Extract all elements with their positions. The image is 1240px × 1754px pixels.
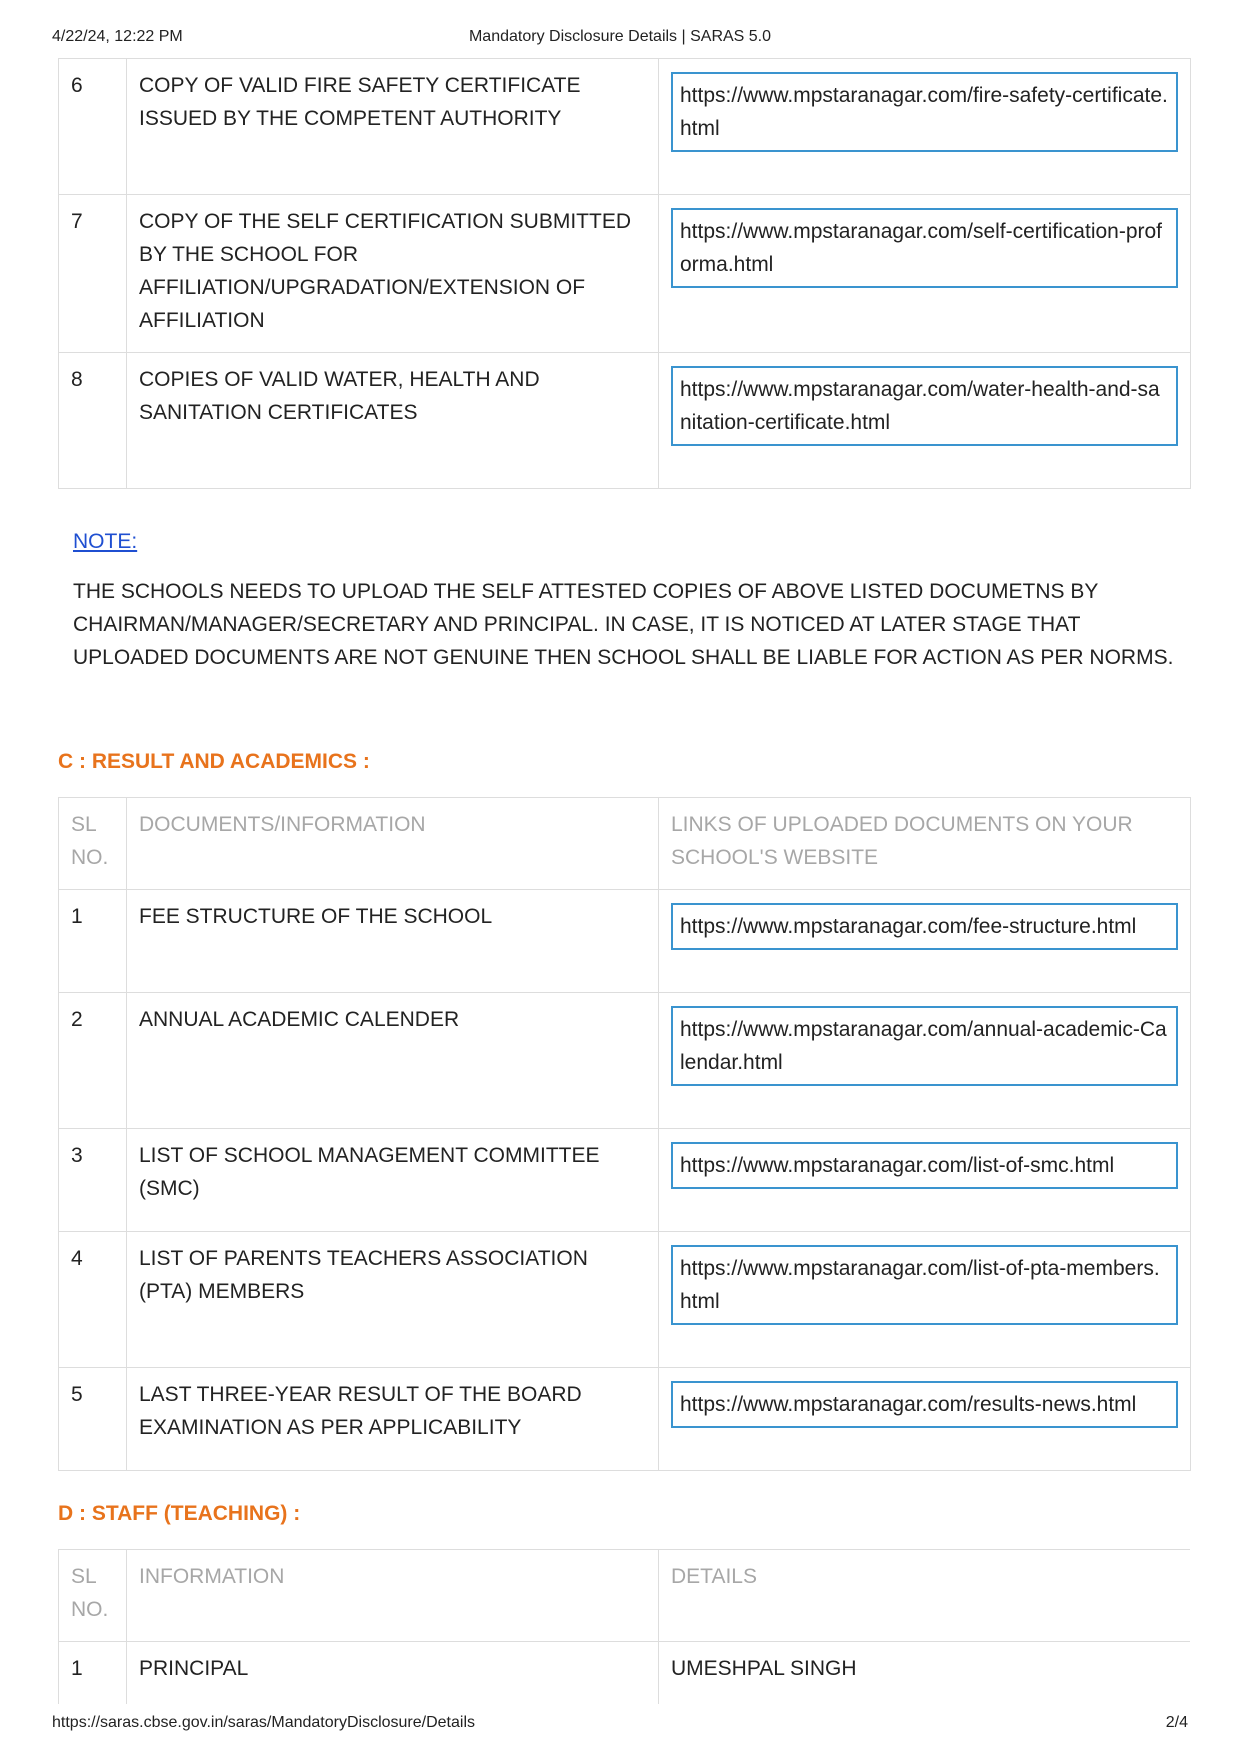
document-cell: LIST OF SCHOOL MANAGEMENT COMMITTEE (SMC) xyxy=(127,1129,659,1232)
print-page-number: 2/4 xyxy=(1165,1714,1188,1731)
print-page-title: Mandatory Disclosure Details | SARAS 5.0 xyxy=(468,28,772,45)
note-link[interactable]: NOTE: xyxy=(73,530,138,553)
document-link[interactable]: https://www.mpstaranagar.com/fee-structure.html xyxy=(671,903,1178,950)
print-footer-url: https://saras.cbse.gov.in/saras/MandatoryDisclosure/Details xyxy=(52,1714,475,1731)
print-datetime: 4/22/24, 12:22 PM xyxy=(52,28,183,45)
documents-table xyxy=(58,58,1191,489)
details-cell: UMESHPAL SINGH xyxy=(659,1642,1191,1705)
column-header-sl: SL NO. xyxy=(59,798,127,890)
table-header-row xyxy=(59,1550,1191,1642)
table-row xyxy=(59,993,1191,1129)
table-row xyxy=(59,59,1191,195)
sl-no-cell: 8 xyxy=(59,353,127,489)
document-cell: COPY OF THE SELF CERTIFICATION SUBMITTED BY THE SCHOOL FOR AFFILIATION/UPGRADATION/EXTENSION OF AFFILIATION xyxy=(127,195,659,353)
link-cell xyxy=(659,1129,1191,1232)
print-footer xyxy=(52,1714,1188,1736)
section-c-title-wrap xyxy=(58,750,1190,774)
link-cell xyxy=(659,890,1191,993)
result-academics-table xyxy=(58,797,1191,1471)
section-title: D : STAFF (TEACHING) : xyxy=(58,1502,301,1525)
table-row xyxy=(59,195,1191,353)
column-header-information: INFORMATION xyxy=(127,1550,659,1642)
documents-table-continued xyxy=(58,58,1190,489)
column-header-links: LINKS OF UPLOADED DOCUMENTS ON YOUR SCHOOL'S WEBSITE xyxy=(659,798,1191,890)
document-cell: LAST THREE-YEAR RESULT OF THE BOARD EXAMINATION AS PER APPLICABILITY xyxy=(127,1368,659,1471)
sl-no-cell: 4 xyxy=(59,1232,127,1368)
section-title: C : RESULT AND ACADEMICS : xyxy=(58,750,370,773)
table-row xyxy=(59,1368,1191,1471)
link-cell xyxy=(659,1368,1191,1471)
document-link[interactable]: https://www.mpstaranagar.com/results-news.html xyxy=(671,1381,1178,1428)
staff-teaching-table xyxy=(58,1549,1190,1704)
table-row xyxy=(59,1129,1191,1232)
table-row xyxy=(59,1642,1191,1705)
table-row xyxy=(59,1232,1191,1368)
table-row xyxy=(59,353,1191,489)
note-block xyxy=(73,530,1183,554)
sl-no-cell: 3 xyxy=(59,1129,127,1232)
document-link[interactable]: https://www.mpstaranagar.com/list-of-smc.html xyxy=(671,1142,1178,1189)
note-text: THE SCHOOLS NEEDS TO UPLOAD THE SELF ATTESTED COPIES OF ABOVE LISTED DOCUMETNS BY CHAIRMAN/MANAGER/SECRETARY AND PRINCIPAL. IN CASE, IT IS NOTICED AT LATER STAGE THAT UPLOADED DOCUMENTS ARE NOT GENUINE THEN SCHOOL SHALL BE LIABLE FOR ACTION AS PER NORMS. xyxy=(73,580,1174,669)
table-header-row xyxy=(59,798,1191,890)
link-cell xyxy=(659,993,1191,1129)
sl-no-cell: 6 xyxy=(59,59,127,195)
column-header-documents: DOCUMENTS/INFORMATION xyxy=(127,798,659,890)
document-cell: LIST OF PARENTS TEACHERS ASSOCIATION (PTA) MEMBERS xyxy=(127,1232,659,1368)
section-c-table-wrap xyxy=(58,797,1190,1471)
information-cell: PRINCIPAL xyxy=(127,1642,659,1705)
sl-no-cell: 1 xyxy=(59,1642,127,1705)
document-link[interactable]: https://www.mpstaranagar.com/fire-safety-certificate.html xyxy=(671,72,1178,152)
sl-no-cell: 5 xyxy=(59,1368,127,1471)
table-row xyxy=(59,890,1191,993)
note-text-block xyxy=(73,575,1183,674)
document-link[interactable]: https://www.mpstaranagar.com/annual-academic-Calendar.html xyxy=(671,1006,1178,1086)
sl-no-cell: 2 xyxy=(59,993,127,1129)
document-cell: COPIES OF VALID WATER, HEALTH AND SANITATION CERTIFICATES xyxy=(127,353,659,489)
sl-no-cell: 7 xyxy=(59,195,127,353)
document-link[interactable]: https://www.mpstaranagar.com/water-health-and-sanitation-certificate.html xyxy=(671,366,1178,446)
document-cell: FEE STRUCTURE OF THE SCHOOL xyxy=(127,890,659,993)
link-cell xyxy=(659,195,1191,353)
sl-no-cell: 1 xyxy=(59,890,127,993)
document-cell: COPY OF VALID FIRE SAFETY CERTIFICATE ISSUED BY THE COMPETENT AUTHORITY xyxy=(127,59,659,195)
document-cell: ANNUAL ACADEMIC CALENDER xyxy=(127,993,659,1129)
document-link[interactable]: https://www.mpstaranagar.com/self-certification-proforma.html xyxy=(671,208,1178,288)
column-header-details: DETAILS xyxy=(659,1550,1191,1642)
section-d-title-wrap xyxy=(58,1502,1190,1526)
link-cell xyxy=(659,59,1191,195)
print-header xyxy=(52,28,1188,50)
link-cell xyxy=(659,353,1191,489)
link-cell xyxy=(659,1232,1191,1368)
section-d-table-wrap xyxy=(58,1549,1190,1704)
document-link[interactable]: https://www.mpstaranagar.com/list-of-pta-members.html xyxy=(671,1245,1178,1325)
column-header-sl: SL NO. xyxy=(59,1550,127,1642)
